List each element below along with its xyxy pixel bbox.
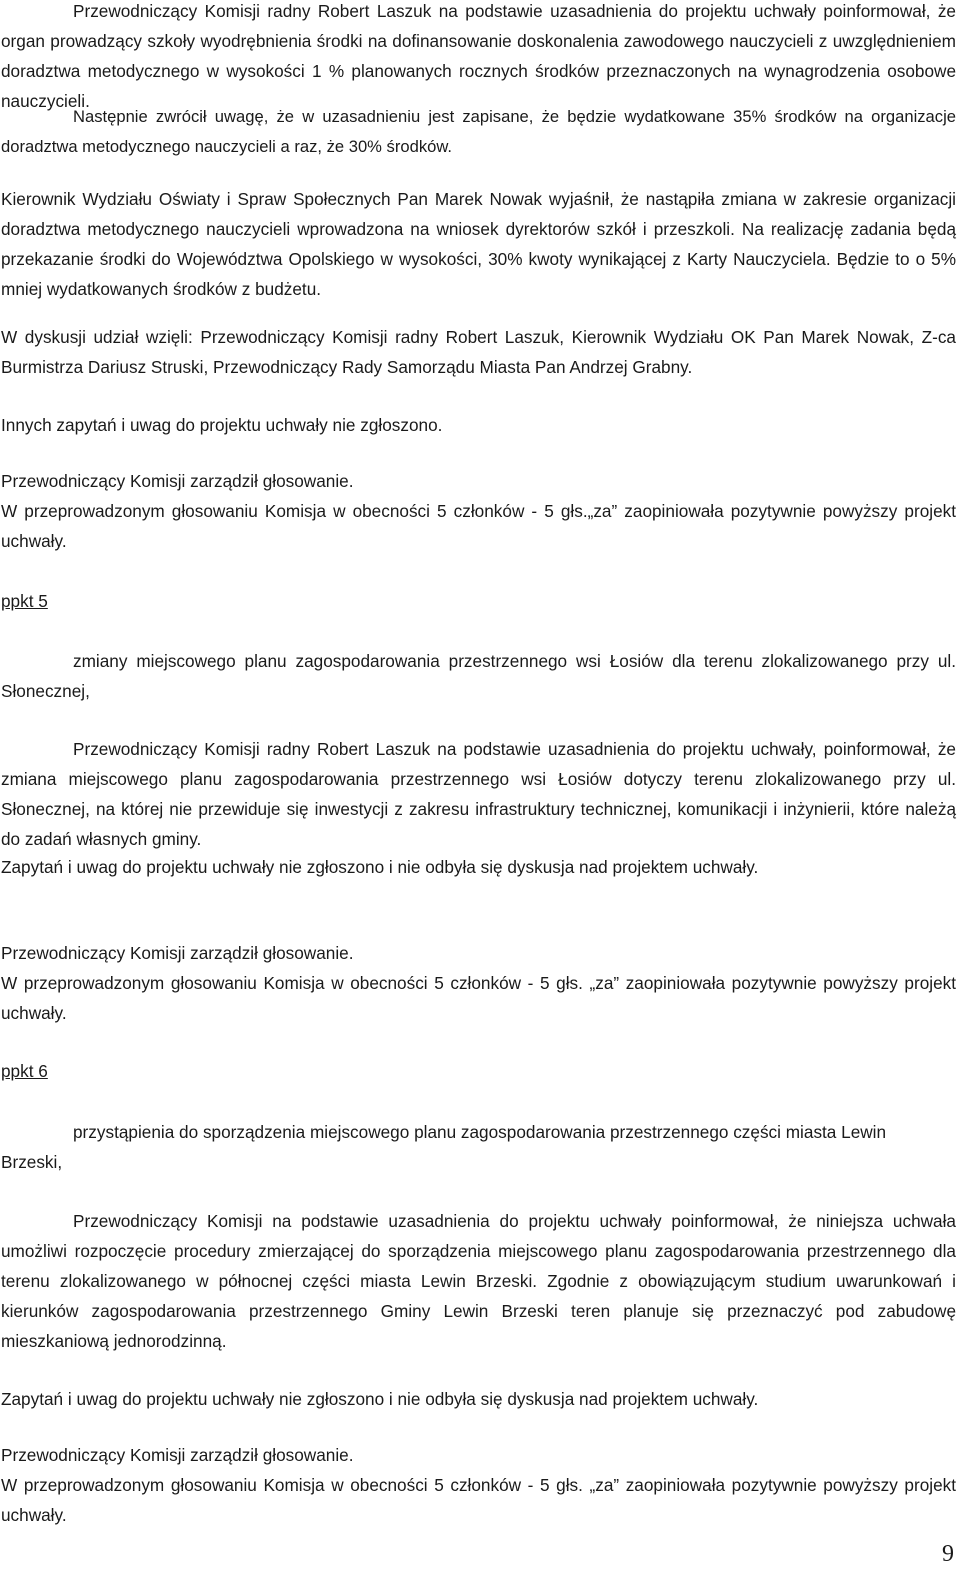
paragraph-ppkt6-justification: Przewodniczący Komisji na podstawie uzasadnienia do projektu uchwały poinformował, że niniejsza uchwała umożliwi rozpoczęcie procedury zmierzającej do sporządzenia miejscowego planu zagospodarowania przestrzennego dla terenu zlokalizowanego w północnej części miasta Lewin Brzeski. Zgodnie z obowiązującym studium uwarunkowań i kierunków zagospodarowania przestrzennego Gminy Lewin Brzeski teren planuje się przeznaczyć pod zabudowę mieszkaniową jednorodzinną. — [1, 1211, 956, 1351]
paragraph-no-questions: Innych zapytań i uwag do projektu uchwały nie zgłoszono. — [1, 415, 443, 435]
paragraph-ppkt5-vote-result: W przeprowadzonym głosowaniu Komisja w obecności 5 członków - 5 głs. „za” zaopiniowała pozytywnie powyższy projekt uchwały. — [1, 973, 956, 1023]
paragraph-remark-35-percent: Następnie zwrócił uwagę, że w uzasadnieniu jest zapisane, że będzie wydatkowane 35% środków na organizacje doradztwa metodycznego nauczycieli a raz, że 30% środków. — [1, 107, 956, 156]
paragraph-ppkt6-vote-ordered: Przewodniczący Komisji zarządził głosowanie. — [1, 1445, 354, 1465]
paragraph-nowak-explanation: Kierownik Wydziału Oświaty i Spraw Społecznych Pan Marek Nowak wyjaśnił, że nastąpiła zmiana w zakresie organizacji doradztwa metodycznego nauczycieli wprowadzona na wniosek dyrektorów szkół i przeszkoli. Na realizację zadania będą przekazanie środki do Województwa Opolskiego w wysokości, 30% kwoty wynikającej z Karty Nauczyciela. Będzie to o 5% mniej wydatkowanych środków z budżetu. — [1, 189, 956, 299]
paragraph-vote-result: W przeprowadzonym głosowaniu Komisja w obecności 5 członków - 5 głs.„za” zaopiniowała pozytywnie powyższy projekt uchwały. — [1, 501, 956, 551]
paragraph-ppkt6-no-questions: Zapytań i uwag do projektu uchwały nie zgłoszono i nie odbyła się dyskusja nad projektem uchwały. — [1, 1389, 759, 1409]
paragraph-ppkt5-no-questions: Zapytań i uwag do projektu uchwały nie zgłoszono i nie odbyła się dyskusja nad projektem uchwały. — [1, 857, 759, 877]
page-number: 9 — [942, 1541, 954, 1567]
paragraph-ppkt6-vote-result: W przeprowadzonym głosowaniu Komisja w obecności 5 członków - 5 głs. „za” zaopiniowała pozytywnie powyższy projekt uchwały. — [1, 1475, 956, 1525]
heading-ppkt-5: ppkt 5 — [1, 591, 48, 611]
paragraph-discussion-participants: W dyskusji udział wzięli: Przewodniczący Komisji radny Robert Laszuk, Kierownik Wydziału OK Pan Marek Nowak, Z-ca Burmistrza Dariusz Struski, Przewodniczący Rady Samorządu Miasta Pan Andrzej Grabny. — [1, 327, 956, 377]
paragraph-ppkt6-subject: przystąpienia do sporządzenia miejscowego planu zagospodarowania przestrzennego części miasta Lewin Brzeski, — [1, 1122, 887, 1172]
heading-ppkt-6: ppkt 6 — [1, 1061, 48, 1081]
paragraph-ppkt5-vote-ordered: Przewodniczący Komisji zarządził głosowanie. — [1, 943, 354, 963]
paragraph-ppkt5-justification: Przewodniczący Komisji radny Robert Laszuk na podstawie uzasadnienia do projektu uchwały, poinformował, że zmiana miejscowego planu zagospodarowania przestrzennego wsi Łosiów dotyczy terenu zlokalizowanego przy ul. Słonecznej, na której nie przewiduje się inwestycji z zakresu infrastruktury technicznej, komunikacji i inżynierii, które należą do zadań własnych gminy. — [1, 739, 956, 849]
paragraph-vote-ordered: Przewodniczący Komisji zarządził głosowanie. — [1, 471, 354, 491]
paragraph-laszuk-intro: Przewodniczący Komisji radny Robert Laszuk na podstawie uzasadnienia do projektu uchwały poinformował, że organ prowadzący szkoły wyodrębnienia środki na dofinansowanie doskonalenia zawodowego nauczycieli z uwzględnieniem doradztwa metodycznego w wysokości 1 % planowanych rocznych środków przeznaczonych na wynagrodzenia osobowe nauczycieli. — [1, 1, 956, 111]
paragraph-ppkt5-subject: zmiany miejscowego planu zagospodarowania przestrzennego wsi Łosiów dla terenu zlokalizowanego przy ul. Słonecznej, — [1, 651, 956, 701]
